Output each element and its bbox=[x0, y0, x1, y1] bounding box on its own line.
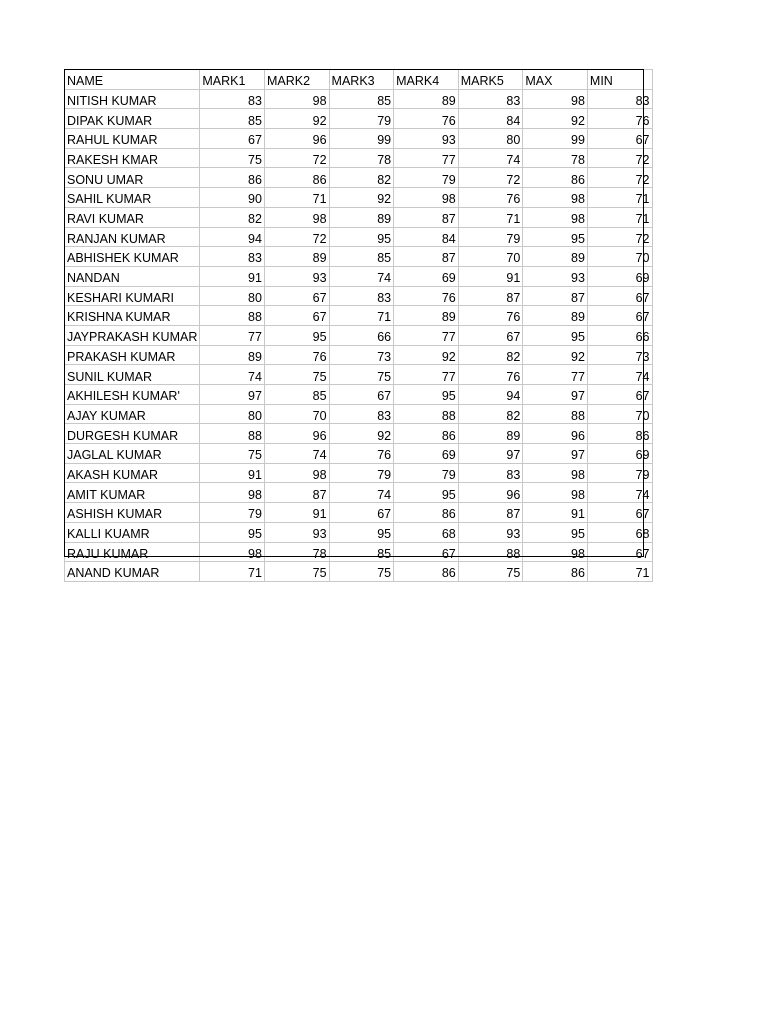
cell-mark5: 76 bbox=[458, 306, 523, 326]
cell-min: 67 bbox=[587, 286, 652, 306]
cell-name: JAGLAL KUMAR bbox=[65, 444, 200, 464]
cell-mark1: 86 bbox=[200, 168, 265, 188]
cell-mark4: 86 bbox=[394, 562, 459, 582]
cell-mark2: 87 bbox=[264, 483, 329, 503]
cell-min: 74 bbox=[587, 365, 652, 385]
cell-max: 95 bbox=[523, 325, 588, 345]
table-row bbox=[65, 89, 653, 109]
cell-mark3: 95 bbox=[329, 227, 394, 247]
cell-name: JAYPRAKASH KUMAR bbox=[65, 325, 200, 345]
cell-mark1: 98 bbox=[200, 542, 265, 562]
table-row bbox=[65, 424, 653, 444]
cell-min: 67 bbox=[587, 542, 652, 562]
cell-max: 91 bbox=[523, 503, 588, 523]
cell-mark3: 67 bbox=[329, 385, 394, 405]
table-row bbox=[65, 385, 653, 405]
cell-mark3: 89 bbox=[329, 207, 394, 227]
cell-max: 93 bbox=[523, 266, 588, 286]
cell-mark1: 88 bbox=[200, 306, 265, 326]
cell-mark2: 93 bbox=[264, 266, 329, 286]
cell-mark2: 96 bbox=[264, 129, 329, 149]
cell-mark1: 83 bbox=[200, 89, 265, 109]
header-mark3: MARK3 bbox=[329, 70, 394, 90]
cell-mark5: 70 bbox=[458, 247, 523, 267]
cell-name: ANAND KUMAR bbox=[65, 562, 200, 582]
cell-mark3: 71 bbox=[329, 306, 394, 326]
cell-max: 97 bbox=[523, 444, 588, 464]
cell-mark5: 74 bbox=[458, 148, 523, 168]
cell-min: 66 bbox=[587, 325, 652, 345]
cell-mark4: 79 bbox=[394, 463, 459, 483]
cell-max: 99 bbox=[523, 129, 588, 149]
table-row bbox=[65, 463, 653, 483]
cell-mark5: 87 bbox=[458, 286, 523, 306]
cell-name: RAKESH KMAR bbox=[65, 148, 200, 168]
cell-mark4: 77 bbox=[394, 365, 459, 385]
table-row bbox=[65, 444, 653, 464]
cell-mark4: 89 bbox=[394, 306, 459, 326]
cell-mark4: 67 bbox=[394, 542, 459, 562]
cell-mark1: 75 bbox=[200, 444, 265, 464]
cell-mark3: 83 bbox=[329, 404, 394, 424]
table-row bbox=[65, 207, 653, 227]
cell-mark4: 88 bbox=[394, 404, 459, 424]
cell-mark2: 91 bbox=[264, 503, 329, 523]
cell-max: 98 bbox=[523, 463, 588, 483]
cell-mark1: 83 bbox=[200, 247, 265, 267]
cell-max: 88 bbox=[523, 404, 588, 424]
cell-mark2: 98 bbox=[264, 463, 329, 483]
cell-name: RAVI KUMAR bbox=[65, 207, 200, 227]
cell-mark5: 80 bbox=[458, 129, 523, 149]
cell-mark1: 71 bbox=[200, 562, 265, 582]
cell-name: KRISHNA KUMAR bbox=[65, 306, 200, 326]
cell-name: SONU UMAR bbox=[65, 168, 200, 188]
cell-mark3: 85 bbox=[329, 89, 394, 109]
header-name: NAME bbox=[65, 70, 200, 90]
cell-min: 70 bbox=[587, 404, 652, 424]
table-row bbox=[65, 286, 653, 306]
cell-max: 92 bbox=[523, 109, 588, 129]
cell-max: 96 bbox=[523, 424, 588, 444]
cell-name: KALLI KUAMR bbox=[65, 522, 200, 542]
table-row bbox=[65, 266, 653, 286]
cell-mark1: 98 bbox=[200, 483, 265, 503]
cell-name: RANJAN KUMAR bbox=[65, 227, 200, 247]
cell-mark3: 74 bbox=[329, 483, 394, 503]
cell-mark3: 75 bbox=[329, 365, 394, 385]
cell-name: SAHIL KUMAR bbox=[65, 188, 200, 208]
table-row bbox=[65, 503, 653, 523]
cell-mark3: 73 bbox=[329, 345, 394, 365]
marks-table bbox=[64, 69, 653, 582]
cell-min: 79 bbox=[587, 463, 652, 483]
cell-mark3: 92 bbox=[329, 188, 394, 208]
cell-mark2: 98 bbox=[264, 89, 329, 109]
cell-name: AKASH KUMAR bbox=[65, 463, 200, 483]
cell-mark1: 82 bbox=[200, 207, 265, 227]
cell-mark5: 75 bbox=[458, 562, 523, 582]
cell-max: 78 bbox=[523, 148, 588, 168]
cell-mark5: 71 bbox=[458, 207, 523, 227]
cell-mark5: 67 bbox=[458, 325, 523, 345]
cell-mark3: 75 bbox=[329, 562, 394, 582]
cell-mark3: 85 bbox=[329, 542, 394, 562]
cell-mark1: 85 bbox=[200, 109, 265, 129]
cell-max: 95 bbox=[523, 522, 588, 542]
cell-mark3: 95 bbox=[329, 522, 394, 542]
cell-mark2: 70 bbox=[264, 404, 329, 424]
cell-name: PRAKASH KUMAR bbox=[65, 345, 200, 365]
cell-min: 86 bbox=[587, 424, 652, 444]
cell-max: 86 bbox=[523, 168, 588, 188]
table-row bbox=[65, 542, 653, 562]
cell-mark4: 95 bbox=[394, 483, 459, 503]
header-max: MAX bbox=[523, 70, 588, 90]
cell-mark5: 82 bbox=[458, 404, 523, 424]
cell-mark1: 90 bbox=[200, 188, 265, 208]
cell-mark1: 89 bbox=[200, 345, 265, 365]
table-row bbox=[65, 168, 653, 188]
cell-min: 71 bbox=[587, 562, 652, 582]
cell-mark4: 89 bbox=[394, 89, 459, 109]
cell-name: AKHILESH KUMAR' bbox=[65, 385, 200, 405]
cell-mark2: 96 bbox=[264, 424, 329, 444]
cell-mark2: 86 bbox=[264, 168, 329, 188]
cell-min: 67 bbox=[587, 306, 652, 326]
cell-mark5: 93 bbox=[458, 522, 523, 542]
cell-mark3: 66 bbox=[329, 325, 394, 345]
cell-mark4: 84 bbox=[394, 227, 459, 247]
cell-name: RAHUL KUMAR bbox=[65, 129, 200, 149]
cell-mark3: 85 bbox=[329, 247, 394, 267]
cell-mark1: 80 bbox=[200, 286, 265, 306]
cell-mark5: 87 bbox=[458, 503, 523, 523]
table-row bbox=[65, 306, 653, 326]
cell-mark1: 67 bbox=[200, 129, 265, 149]
header-min: MIN bbox=[587, 70, 652, 90]
cell-mark2: 92 bbox=[264, 109, 329, 129]
cell-mark2: 72 bbox=[264, 148, 329, 168]
cell-mark4: 87 bbox=[394, 247, 459, 267]
cell-mark1: 75 bbox=[200, 148, 265, 168]
table-row bbox=[65, 562, 653, 582]
cell-max: 86 bbox=[523, 562, 588, 582]
cell-min: 69 bbox=[587, 266, 652, 286]
cell-mark2: 93 bbox=[264, 522, 329, 542]
cell-mark3: 67 bbox=[329, 503, 394, 523]
cell-mark1: 97 bbox=[200, 385, 265, 405]
cell-mark3: 79 bbox=[329, 463, 394, 483]
cell-name: DIPAK KUMAR bbox=[65, 109, 200, 129]
cell-mark4: 93 bbox=[394, 129, 459, 149]
cell-mark2: 89 bbox=[264, 247, 329, 267]
cell-mark4: 77 bbox=[394, 325, 459, 345]
cell-mark5: 88 bbox=[458, 542, 523, 562]
cell-min: 67 bbox=[587, 503, 652, 523]
cell-mark1: 91 bbox=[200, 463, 265, 483]
cell-min: 72 bbox=[587, 168, 652, 188]
cell-min: 67 bbox=[587, 385, 652, 405]
header-mark4: MARK4 bbox=[394, 70, 459, 90]
cell-mark5: 96 bbox=[458, 483, 523, 503]
table-row bbox=[65, 129, 653, 149]
cell-mark4: 98 bbox=[394, 188, 459, 208]
cell-name: ASHISH KUMAR bbox=[65, 503, 200, 523]
cell-min: 74 bbox=[587, 483, 652, 503]
cell-name: NANDAN bbox=[65, 266, 200, 286]
cell-mark4: 76 bbox=[394, 286, 459, 306]
cell-mark5: 76 bbox=[458, 365, 523, 385]
cell-mark4: 76 bbox=[394, 109, 459, 129]
cell-mark5: 83 bbox=[458, 463, 523, 483]
cell-min: 72 bbox=[587, 148, 652, 168]
cell-mark5: 83 bbox=[458, 89, 523, 109]
table-row bbox=[65, 247, 653, 267]
cell-max: 92 bbox=[523, 345, 588, 365]
cell-name: NITISH KUMAR bbox=[65, 89, 200, 109]
header-mark5: MARK5 bbox=[458, 70, 523, 90]
cell-max: 77 bbox=[523, 365, 588, 385]
cell-max: 98 bbox=[523, 188, 588, 208]
cell-name: AMIT KUMAR bbox=[65, 483, 200, 503]
table-row bbox=[65, 404, 653, 424]
cell-min: 70 bbox=[587, 247, 652, 267]
cell-mark2: 95 bbox=[264, 325, 329, 345]
table-row bbox=[65, 325, 653, 345]
cell-min: 73 bbox=[587, 345, 652, 365]
cell-mark4: 68 bbox=[394, 522, 459, 542]
cell-mark4: 69 bbox=[394, 444, 459, 464]
cell-mark2: 67 bbox=[264, 286, 329, 306]
cell-min: 71 bbox=[587, 207, 652, 227]
cell-mark1: 95 bbox=[200, 522, 265, 542]
table-row bbox=[65, 188, 653, 208]
table-row bbox=[65, 345, 653, 365]
cell-mark2: 98 bbox=[264, 207, 329, 227]
cell-mark5: 94 bbox=[458, 385, 523, 405]
cell-name: RAJU KUMAR bbox=[65, 542, 200, 562]
cell-mark4: 86 bbox=[394, 424, 459, 444]
table-row bbox=[65, 483, 653, 503]
cell-min: 71 bbox=[587, 188, 652, 208]
header-mark2: MARK2 bbox=[264, 70, 329, 90]
cell-mark5: 84 bbox=[458, 109, 523, 129]
cell-mark2: 67 bbox=[264, 306, 329, 326]
cell-mark3: 82 bbox=[329, 168, 394, 188]
cell-mark3: 99 bbox=[329, 129, 394, 149]
cell-mark5: 79 bbox=[458, 227, 523, 247]
cell-mark2: 72 bbox=[264, 227, 329, 247]
table-row bbox=[65, 522, 653, 542]
cell-mark2: 85 bbox=[264, 385, 329, 405]
cell-max: 98 bbox=[523, 542, 588, 562]
cell-mark4: 77 bbox=[394, 148, 459, 168]
cell-mark2: 76 bbox=[264, 345, 329, 365]
header-row bbox=[65, 70, 653, 90]
table-row bbox=[65, 365, 653, 385]
cell-mark1: 77 bbox=[200, 325, 265, 345]
cell-max: 87 bbox=[523, 286, 588, 306]
cell-mark4: 87 bbox=[394, 207, 459, 227]
cell-mark3: 92 bbox=[329, 424, 394, 444]
cell-max: 98 bbox=[523, 483, 588, 503]
cell-min: 72 bbox=[587, 227, 652, 247]
cell-mark2: 78 bbox=[264, 542, 329, 562]
cell-name: ABHISHEK KUMAR bbox=[65, 247, 200, 267]
cell-max: 89 bbox=[523, 247, 588, 267]
cell-mark4: 92 bbox=[394, 345, 459, 365]
cell-mark1: 79 bbox=[200, 503, 265, 523]
table-row bbox=[65, 109, 653, 129]
cell-mark5: 76 bbox=[458, 188, 523, 208]
cell-mark5: 82 bbox=[458, 345, 523, 365]
cell-max: 89 bbox=[523, 306, 588, 326]
cell-mark5: 89 bbox=[458, 424, 523, 444]
cell-min: 68 bbox=[587, 522, 652, 542]
cell-min: 83 bbox=[587, 89, 652, 109]
cell-name: AJAY KUMAR bbox=[65, 404, 200, 424]
cell-mark4: 95 bbox=[394, 385, 459, 405]
cell-mark2: 75 bbox=[264, 562, 329, 582]
cell-mark4: 69 bbox=[394, 266, 459, 286]
cell-name: KESHARI KUMARI bbox=[65, 286, 200, 306]
cell-mark4: 86 bbox=[394, 503, 459, 523]
cell-max: 98 bbox=[523, 207, 588, 227]
table-row bbox=[65, 148, 653, 168]
cell-mark4: 79 bbox=[394, 168, 459, 188]
header-mark1: MARK1 bbox=[200, 70, 265, 90]
cell-mark1: 80 bbox=[200, 404, 265, 424]
cell-min: 76 bbox=[587, 109, 652, 129]
cell-mark5: 91 bbox=[458, 266, 523, 286]
cell-mark2: 74 bbox=[264, 444, 329, 464]
cell-mark5: 97 bbox=[458, 444, 523, 464]
cell-max: 98 bbox=[523, 89, 588, 109]
cell-name: DURGESH KUMAR bbox=[65, 424, 200, 444]
table-body bbox=[65, 89, 653, 581]
cell-mark2: 71 bbox=[264, 188, 329, 208]
cell-min: 67 bbox=[587, 129, 652, 149]
cell-name: SUNIL KUMAR bbox=[65, 365, 200, 385]
cell-mark1: 88 bbox=[200, 424, 265, 444]
cell-mark3: 83 bbox=[329, 286, 394, 306]
cell-mark3: 76 bbox=[329, 444, 394, 464]
cell-mark1: 94 bbox=[200, 227, 265, 247]
cell-max: 97 bbox=[523, 385, 588, 405]
cell-mark3: 78 bbox=[329, 148, 394, 168]
cell-mark1: 74 bbox=[200, 365, 265, 385]
cell-mark3: 79 bbox=[329, 109, 394, 129]
cell-mark5: 72 bbox=[458, 168, 523, 188]
cell-max: 95 bbox=[523, 227, 588, 247]
cell-mark3: 74 bbox=[329, 266, 394, 286]
cell-mark1: 91 bbox=[200, 266, 265, 286]
cell-mark2: 75 bbox=[264, 365, 329, 385]
cell-min: 69 bbox=[587, 444, 652, 464]
table-row bbox=[65, 227, 653, 247]
